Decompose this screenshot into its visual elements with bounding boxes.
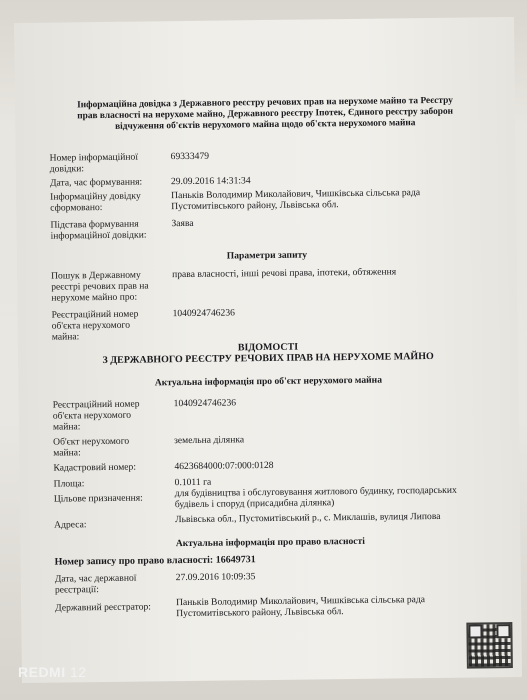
purpose-label: Цільове призначення: xyxy=(53,492,143,505)
info-basis-label-2: інформаційної довідки: xyxy=(50,229,147,242)
rights-heading: Актуальна інформація про право власності xyxy=(175,535,365,550)
info-date-label: Дата, час формування: xyxy=(49,176,143,189)
request-regnum-label-1: Реєстраційний номер xyxy=(51,308,139,321)
request-search-label-1: Пошук в Державному xyxy=(51,269,141,282)
info-number-label-1: Номер інформаційної xyxy=(49,151,139,164)
reg-date-label-1: Дата, час державної xyxy=(54,572,137,585)
object-regnum-label-2: об'єкта нерухомого xyxy=(52,409,132,422)
address-label: Адреса: xyxy=(54,519,87,531)
registry-title-1: ВІДОМОСТІ xyxy=(237,341,299,354)
purpose-value-2: будівель і споруд (присадибна ділянка) xyxy=(174,497,335,511)
camera-model: 12 xyxy=(70,664,87,680)
request-search-label-2: реєстрі речових прав на xyxy=(51,280,149,293)
address-value: Львівська обл., Пустомитівський р., с. Миклашів, вулиця Липова xyxy=(174,510,441,526)
request-heading: Параметри запиту xyxy=(226,249,308,262)
document-page xyxy=(14,17,522,683)
request-regnum-value: 1040924746236 xyxy=(172,307,235,320)
info-formed-label-2: сформовано: xyxy=(50,202,103,214)
info-formed-value-1: Паньків Володимир Миколайович, Чишківська сільська рада xyxy=(171,187,421,202)
document-title-line-3: відчуження об'єктів нерухомого майна щодо об'єкта нерухомого майна xyxy=(115,118,416,132)
request-regnum-label-3: майна: xyxy=(51,331,80,343)
document-title-line-1: Інформаційна довідка з Державного реєстру речових прав на нерухоме майно та Реєстру xyxy=(76,95,453,111)
registrar-label: Державний реєстратор: xyxy=(55,601,152,614)
request-regnum-label-2: об'єкта нерухомого xyxy=(51,319,131,332)
info-date-value: 29.09.2016 14:31:34 xyxy=(170,175,251,188)
registrar-value-2: Пустомитівського району, Львівська обл. xyxy=(176,606,344,620)
request-search-value: права власності, інші речові права, іпотеки, обтяження xyxy=(172,266,397,281)
request-search-label-3: нерухоме майно про: xyxy=(51,291,138,304)
object-type-label-2: майна: xyxy=(53,447,81,459)
reg-date-label-2: реєстрації: xyxy=(54,584,99,596)
info-formed-value-2: Пустомитівського району, Львівська обл. xyxy=(171,199,339,213)
info-formed-label-1: Інформаційну довідку xyxy=(50,190,141,203)
registry-title-2: З ДЕРЖАВНОГО РЕЄСТРУ РЕЧОВИХ ПРАВ НА НЕРУХОМЕ МАЙНО xyxy=(102,350,434,367)
info-number-value: 69333479 xyxy=(170,150,210,163)
record-number: Номер запису про право власності: 16649731 xyxy=(54,554,256,568)
info-basis-label-1: Підстава формування xyxy=(50,218,139,231)
purpose-value-1: для будівництва і обслуговування житлового будинку, господарських xyxy=(174,484,457,500)
object-regnum-value: 1040924746236 xyxy=(173,397,237,410)
document-title-line-2: прав власності на нерухоме майно, Державного реєстру Іпотек, Єдиного реєстру заборон xyxy=(77,106,454,122)
qr-code xyxy=(466,622,513,669)
object-regnum-label-1: Реєстраційний номер xyxy=(52,398,140,411)
object-heading: Актуальна інформація про об'єкт нерухомого майна xyxy=(154,374,383,389)
registrar-value-1: Паньків Володимир Миколайович, Чишківська сільська рада xyxy=(176,594,426,609)
camera-watermark xyxy=(18,664,87,680)
info-number-label-2: довідки: xyxy=(49,163,85,175)
info-basis-value: Заява xyxy=(171,217,194,230)
object-regnum-label-3: майна: xyxy=(52,421,81,433)
object-type-label-1: Об'єкт нерухомого xyxy=(53,435,130,448)
object-type-value: земельна ділянка xyxy=(174,434,245,447)
reg-date-value: 27.09.2016 10:09:35 xyxy=(175,571,256,584)
camera-brand: REDMI xyxy=(18,664,66,680)
area-label: Площа: xyxy=(53,478,85,490)
area-value: 0.1011 га xyxy=(174,476,212,489)
cadastral-value: 4623684000:07:000:0128 xyxy=(174,459,274,473)
cadastral-label: Кадастровий номер: xyxy=(53,461,137,474)
